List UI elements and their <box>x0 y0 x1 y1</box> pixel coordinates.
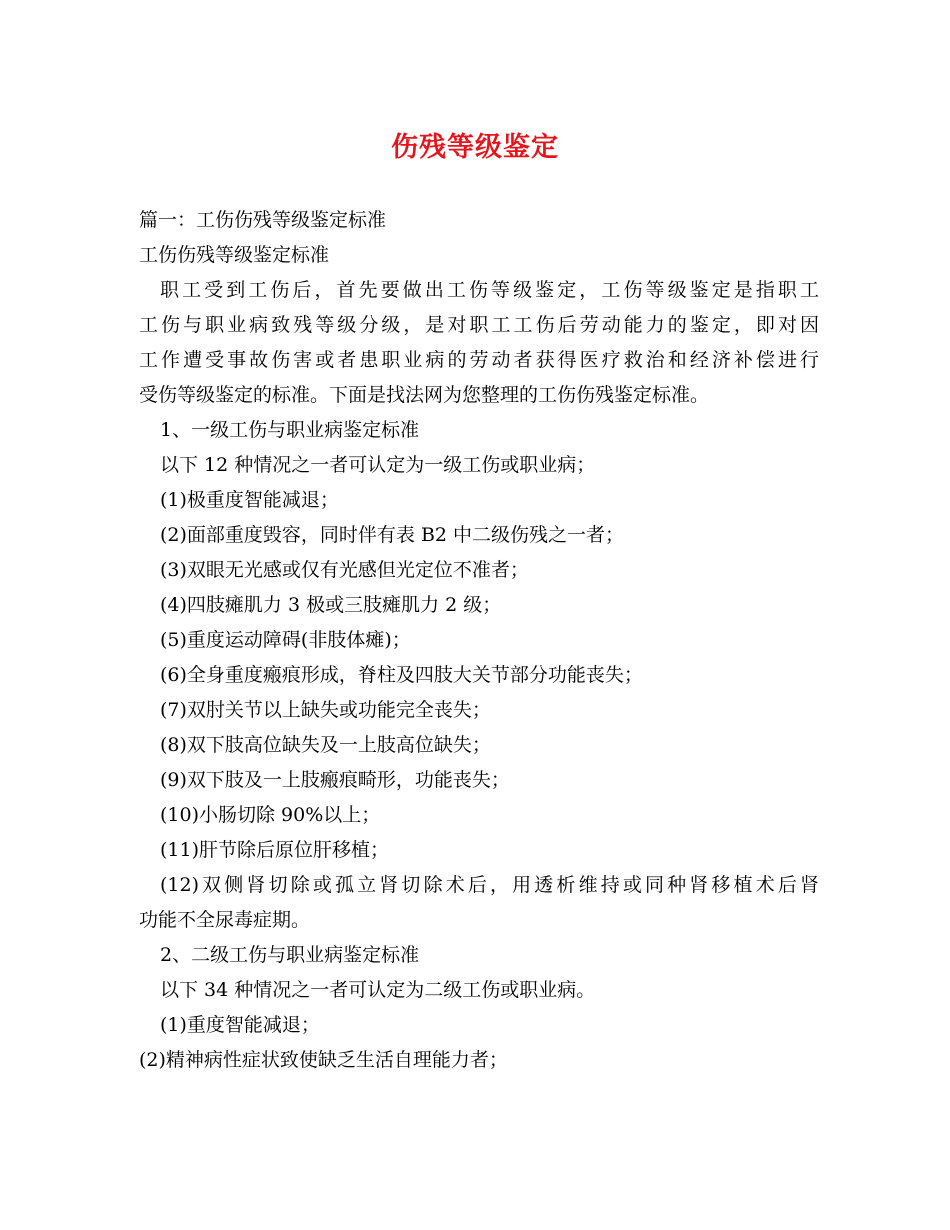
paragraph-line: 工作遭受事故伤害或者患职业病的劳动者获得医疗救治和经济补偿进行 <box>139 349 819 371</box>
list-item: (3)双眼无光感或仅有光感但光定位不准者； <box>160 559 529 581</box>
list-item: (2)面部重度毁容，同时伴有表 B2 中二级伤残之一者； <box>160 524 625 546</box>
list-item: (7)双肘关节以上缺失或功能完全丧失； <box>160 699 491 721</box>
list-item: (1)极重度智能减退； <box>160 489 339 511</box>
list-item-continuation: 功能不全尿毒症期。 <box>139 909 311 931</box>
document-body <box>139 203 819 1078</box>
list-item: (2)精神病性症状致使缺乏生活自理能力者； <box>139 1049 508 1071</box>
list-item: (6)全身重度瘢痕形成，脊柱及四肢大关节部分功能丧失； <box>160 664 643 686</box>
list-item: (12)双侧肾切除或孤立肾切除术后，用透析维持或同种肾移植术后肾 <box>160 874 819 896</box>
paragraph-line: 职工受到工伤后，首先要做出工伤等级鉴定，工伤等级鉴定是指职工 <box>160 279 819 301</box>
paragraph-line: 受伤等级鉴定的标准。下面是找法网为您整理的工伤伤残鉴定标准。 <box>139 384 710 406</box>
list-heading: 1、一级工伤与职业病鉴定标准 <box>160 419 420 441</box>
list-item: (1)重度智能减退； <box>160 1014 320 1036</box>
subheading: 工伤伤残等级鉴定标准 <box>139 244 330 266</box>
section-heading: 篇一：工伤伤残等级鉴定标准 <box>139 209 387 231</box>
list-item: (8)双下肢高位缺失及一上肢高位缺失； <box>160 734 491 756</box>
list-item: (9)双下肢及一上肢瘢痕畸形，功能丧失； <box>160 769 510 791</box>
list-heading: 2、二级工伤与职业病鉴定标准 <box>160 944 420 966</box>
list-item: (4)四肢瘫肌力 3 极或三肢瘫肌力 2 级； <box>160 594 502 616</box>
list-item: (10)小肠切除 90%以上； <box>160 804 381 826</box>
list-intro: 以下 12 种情况之一者可认定为一级工伤或职业病； <box>160 454 596 476</box>
paragraph-line: 工伤与职业病致残等级分级，是对职工工伤后劳动能力的鉴定，即对因 <box>139 314 819 336</box>
list-item: (5)重度运动障碍(非肢体瘫)； <box>160 629 411 651</box>
document-title: 伤残等级鉴定 <box>391 132 559 163</box>
list-item: (11)肝节除后原位肝移植； <box>160 839 390 861</box>
list-intro: 以下 34 种情况之一者可认定为二级工伤或职业病。 <box>160 979 596 1001</box>
